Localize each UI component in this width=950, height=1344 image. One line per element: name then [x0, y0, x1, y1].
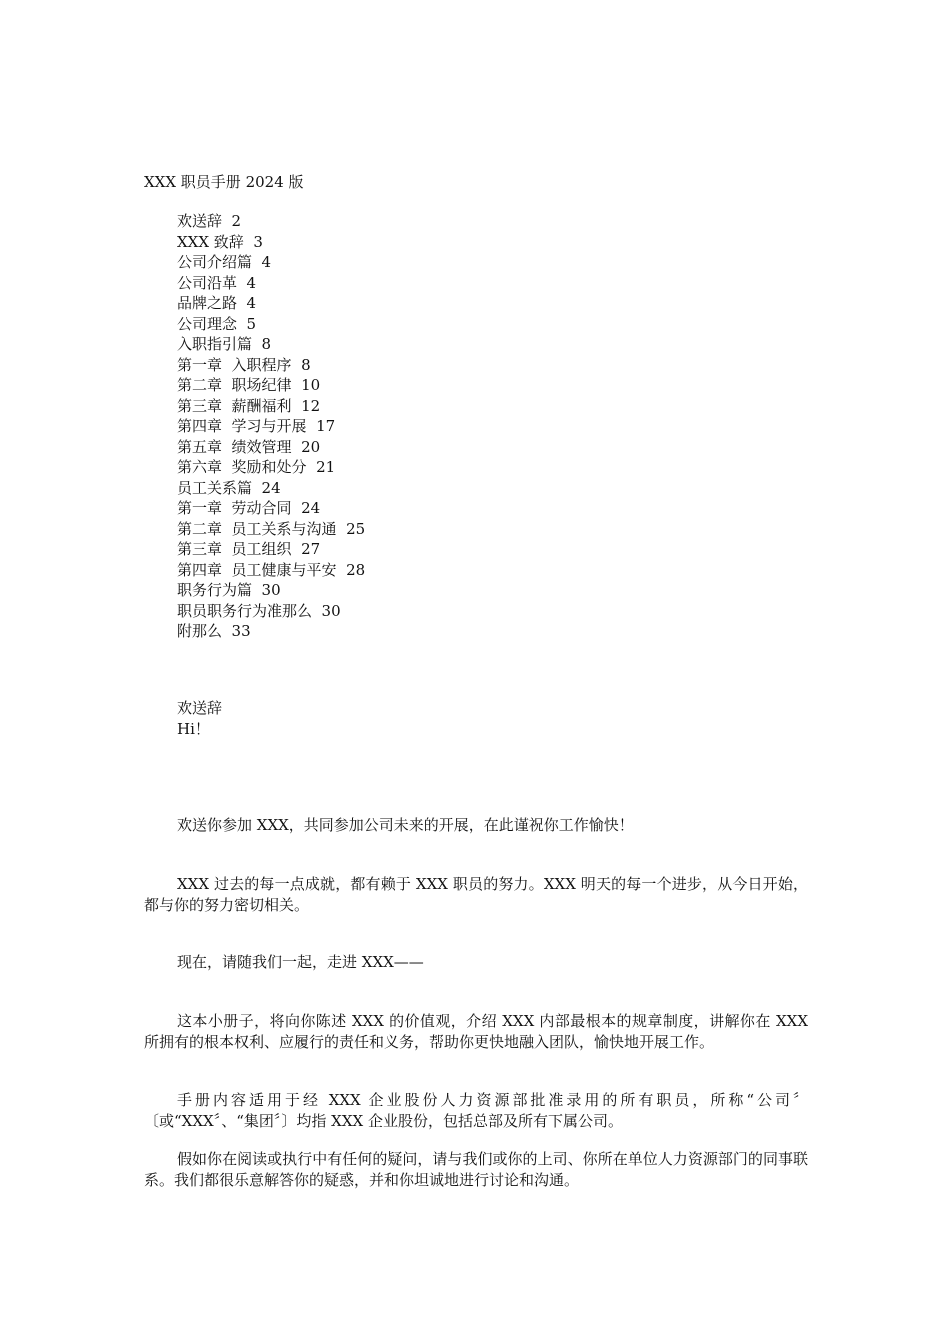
- toc-entry: 职务行为篇 30: [177, 581, 281, 599]
- table-of-contents: [177, 211, 365, 642]
- toc-entry: 公司介绍篇 4: [177, 253, 272, 271]
- toc-entry: 入职指引篇 8: [177, 335, 272, 353]
- toc-entry: 第四章 员工健康与平安 28: [177, 560, 366, 579]
- toc-entry: XXX 致辞 3: [177, 232, 263, 251]
- toc-entry: 第二章 员工关系与沟通 25: [177, 519, 366, 538]
- toc-entry: 第五章 绩效管理 20: [177, 437, 321, 456]
- toc-entry: 品牌之路 4: [177, 294, 257, 312]
- toc-entry: 第三章 员工组织 27: [177, 540, 321, 558]
- toc-entry: 欢送辞 2: [177, 212, 242, 230]
- paragraph: 这本小册子，将向你陈述 XXX 的价值观，介绍 XXX 内部最根本的规章制度，讲解你在 XXX 所拥有的根本权利、应履行的责任和义务，帮助你更快地融入团队，愉快地开展工作。: [144, 1012, 808, 1051]
- toc-entry: 第六章 奖励和处分 21: [177, 458, 336, 476]
- toc-entry: 第一章 入职程序 8: [177, 355, 311, 374]
- toc-entry: 员工关系篇 24: [177, 478, 281, 497]
- greeting: Hi！: [177, 720, 210, 738]
- paragraph: 手册内容适用于经 XXX 企业股份人力资源部批准录用的所有职员，所称“公司〞〔或“XXX〞、“集团〞〕均指 XXX 企业股份，包括总部及所有下属公司。: [144, 1091, 808, 1130]
- toc-entry: 公司沿革 4: [177, 273, 257, 292]
- toc-entry: 第三章 薪酬福利 12: [177, 396, 321, 415]
- toc-entry: 第二章 职场纪律 10: [177, 376, 321, 394]
- paragraph: 现在，请随我们一起，走进 XXX——: [177, 953, 424, 971]
- toc-entry: 第一章 劳动合同 24: [177, 499, 321, 517]
- welcome-heading: 欢送辞: [177, 699, 223, 717]
- toc-entry: 公司理念 5: [177, 314, 257, 333]
- toc-entry: 附那么 33: [177, 622, 251, 640]
- toc-entry: 职员职务行为准那么 30: [177, 601, 341, 620]
- toc-entry: 第四章 学习与开展 17: [177, 417, 336, 435]
- document-title: XXX 职员手册 2024 版: [144, 173, 304, 191]
- paragraph: XXX 过去的每一点成就，都有赖于 XXX 职员的努力。XXX 明天的每一个进步，从今日开始，都与你的努力密切相关。: [144, 875, 808, 914]
- paragraph: 假如你在阅读或执行中有任何的疑问，请与我们或你的上司、你所在单位人力资源部门的同事联系。我们都很乐意解答你的疑惑，并和你坦诚地进行讨论和沟通。: [144, 1150, 808, 1189]
- paragraph: 欢送你参加 XXX，共同参加公司未来的开展，在此谨祝你工作愉快！: [177, 816, 634, 834]
